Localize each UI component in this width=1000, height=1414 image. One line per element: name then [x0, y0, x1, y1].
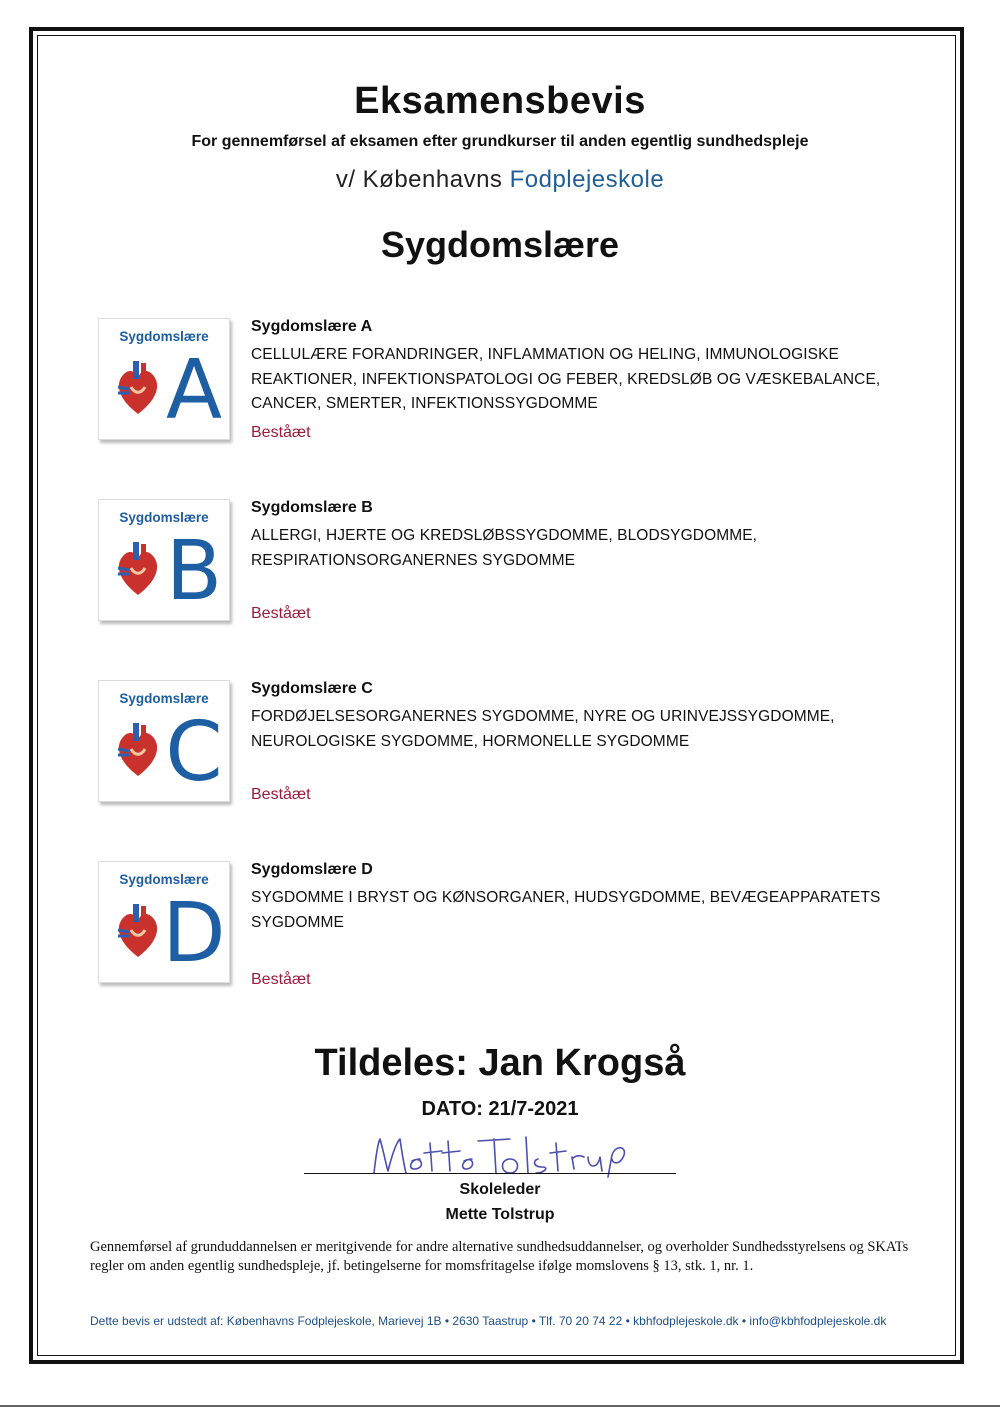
heart-icon: [113, 902, 163, 962]
module-description: CELLULÆRE FORANDRINGER, INFLAMMATION OG HELING, IMMUNOLOGISKE REAKTIONER, INFEKTIONSPATOLOGI OG FEBER, KREDSLØB OG VÆSKEBALANCE, CANCER, SMERTER, INFEKTIONSSYGDOMME: [251, 346, 881, 412]
module-status: Beståæt: [251, 605, 311, 622]
issuer-footer: Dette bevis er udstedt af: Københavns Fodplejeskole, Marievej 1B • 2630 Taastrup • Tlf. 70 20 74 22 • kbhfodplejeskole.dk • info@kbhfodplejeskole.dk: [90, 1314, 887, 1328]
module-title: Sygdomslære A: [251, 318, 373, 335]
logo-letter: B: [165, 524, 223, 619]
logo-letter: C: [165, 705, 223, 800]
heart-icon: [113, 359, 163, 419]
subject-heading: Sygdomslære: [380, 224, 620, 265]
module-logo: [98, 680, 230, 802]
module-title: Sygdomslære C: [251, 680, 373, 697]
certificate-subtitle: For gennemførsel af eksamen efter grundkurser til anden egentlig sundhedspleje: [191, 133, 809, 150]
awarded-to: Tildeles: Jan Krogså: [314, 1042, 686, 1084]
signer-role: Skoleleder: [459, 1181, 541, 1198]
logo-title: Sygdomslære: [119, 872, 209, 887]
module-c: [0, 680, 1000, 850]
module-description: FORDØJELSESORGANERNES SYGDOMME, NYRE OG URINVEJSSYGDOMME, NEUROLOGISKE SYGDOMME, HORMONELLE SYGDOMME: [251, 708, 835, 750]
module-b: [0, 499, 1000, 669]
school-prefix: v/: [335, 166, 356, 193]
module-status: Beståæt: [251, 424, 311, 441]
module-a: [0, 318, 1000, 488]
module-status: Beståæt: [251, 971, 311, 988]
module-description: ALLERGI, HJERTE OG KREDSLØBSSYGDOMME, BLODSYGDOMME, RESPIRATIONSORGANERNES SYGDOMME: [251, 527, 758, 569]
school-name: [0, 166, 1000, 194]
logo-title: Sygdomslære: [119, 691, 209, 706]
school-name-part1: Københavns: [362, 166, 503, 193]
module-logo: [98, 861, 230, 983]
logo-title: Sygdomslære: [119, 510, 209, 525]
module-logo: [98, 499, 230, 621]
module-status: Beståæt: [251, 786, 311, 803]
module-logo: [98, 318, 230, 440]
legal-note: Gennemførsel af grunduddannelsen er meritgivende for andre alternative sundhedsuddannelser, og overholder Sundhedsstyrelsens og SKATs regler om anden egentlig sundhedspleje, jf. betingelserne for momsfritagelse ifølge momslovens § 13, stk. 1, nr. 1.: [90, 1239, 909, 1274]
signature-image: [360, 1125, 630, 1185]
school-name-part2: Fodplejeskole: [509, 166, 665, 193]
heart-icon: [113, 540, 163, 600]
module-d: [0, 861, 1000, 1031]
signature-line: [304, 1173, 676, 1174]
logo-letter: A: [165, 343, 223, 438]
award-date: DATO: 21/7-2021: [421, 1098, 579, 1120]
logo-title: Sygdomslære: [119, 329, 209, 344]
module-title: Sygdomslære D: [251, 861, 373, 878]
logo-letter: D: [162, 886, 226, 981]
certificate-title: Eksamensbevis: [354, 80, 646, 122]
module-title: Sygdomslære B: [251, 499, 373, 516]
scan-edge-line: [0, 1405, 1000, 1407]
heart-icon: [113, 721, 163, 781]
signer-name: Mette Tolstrup: [445, 1206, 555, 1223]
module-description: SYGDOMME I BRYST OG KØNSORGANER, HUDSYGDOMME, BEVÆGEAPPARATETS SYGDOMME: [251, 889, 881, 931]
